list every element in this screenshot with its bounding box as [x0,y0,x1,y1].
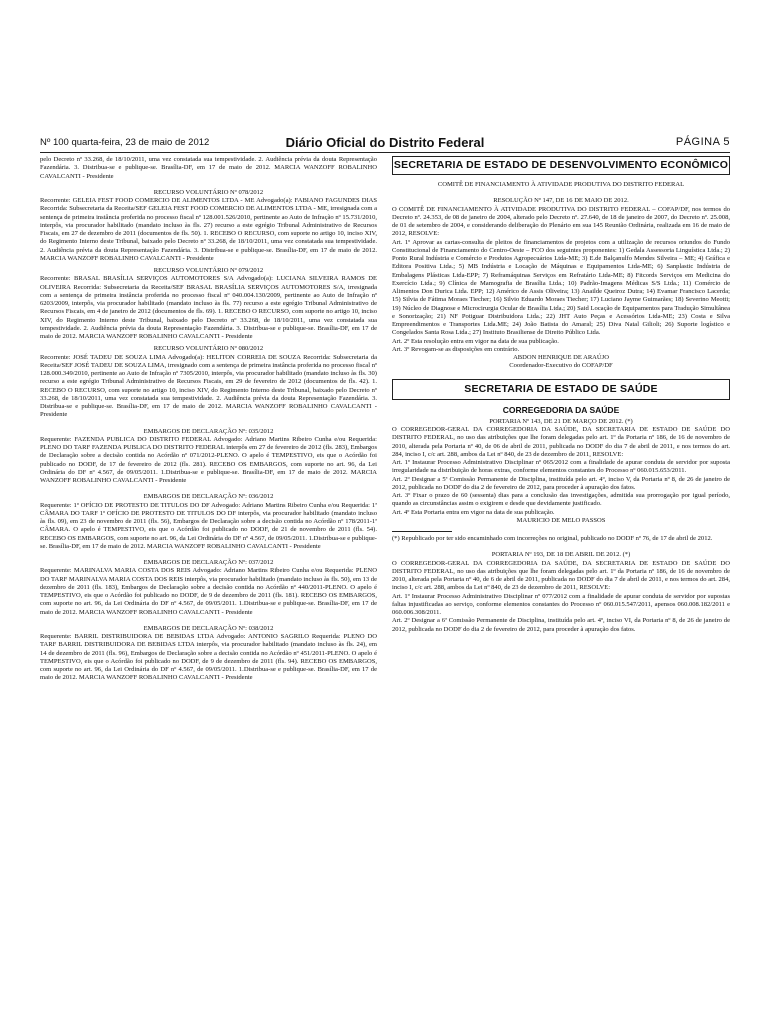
left-column [40,156,377,683]
resolution-preamble: O COMITÊ DE FINANCIAMENTO À ATIVIDADE PRODUTIVA DO DISTRITO FEDERAL – COFAP/DF, nos termos do Decreto nº. 24.353, de 08 de janeiro de 2004, alterado pelo Decreto nº. 27.640, de 18 de janeiro de 2007, do Decreto nº. 25.008, de 01 de setembro de 2004, e considerando deliberação do Plenário em sua 145 Reunião Ordinária, realizada em 16 de maio de 2012, RESOLVE: [392,205,730,238]
resolution-article-1: Art. 1º Aprovar as cartas-consulta de pleitos de financiamentos de projetos com a utilização de recursos oriundos do Fundo Constitucional de Financiamento do Centro-Oeste – FCO dos seguintes proponentes: 1) Gedala Assessoria Linguística Ltda.; 2) Ponto Rural Indústria e Comércio e Produtos Agropecuários Ltda-ME; 3) E.de Balçanulfo Mendes Silveira – ME; 4) Gráfica e Editora Positiva Ltda.; 5) MB Indústria e Locação de Máquinas e Equipamentos Ltda-ME; 6) Sanplastic Indústria de Embalagens Plásticas Ltda-EPP; 7) Reframáquinas Serviços em Refratário Ltda-ME; 8) Fitcords Serviços em Medicina do Exercício Ltda.; 9) Clínica de Mamografia de Brasília Ltda.; 10) Padrão-Imagens Médicas S/S Ltda.; 11) Comércio de Alimentos Don Durica Ltda. EPP; 12) Américo de Assis Oliveira; 13) Anailde Queiroz Dutra; 14) Evamar Francisco Lacerda; 15) Silvia de Fátima Moraes Tiecher; 16) Silvio Eduardo Moraes Tiecher; 17) Luciano Jayme Guimarães; 18) Severino Meotti; 19) Núcleo de Diagnose e Microcirurgia Ocular de Brasília Ltda.; 20) Said Locação de Equipamentos para Tradução Simultânea e Sonorização; 21) NF Potiguar Distribuidora Ltda.; 22) JHT Auto Peças e Acessórios Ltda-ME; 23) Costa e Silva Empreendimentos e Transportes Ltda.ME; 24) João Batista do Amaral; 25) Diva Natal Gilioli; 26) Suporte logístico e Congelados Santa Rosa Ltda.; 27) Instituto Brasiliense de Direito Público Ltda. [392,238,730,337]
portaria-143-signer: MAURICIO DE MELO PASSOS [516,516,606,524]
ed36-body: Requerente: 1º OFÍCIO DE PROTESTO DE TITULOS DO DF Advogado: Adriano Martins Ribeiro Cunha e/ou Requerida: 1ª CÂMARA DO TARF 1º OFÍCIO DE PROTESTO DE TITULOS DO DF interpôs, via procurador habilitado (mandato incluso às fls. 09), em 23 de novembro de 2011 (fls. 56), Embargos de Declaração sobre a decisão contida no Acórdão nº 178/2011-1ª CÂMARA. O apelo é TEMPESTIVO, eis que o Acórdão foi publicado no DODF, de 21 de novembro de 2011 (fls. 54). RECEBO OS EMBARGOS, com suporte no art. 96, da Lei Ordinária do DF nº 4.567, de 09/05/2011. 1.Distribua-se e publique-se. Brasília-DF, em 17 de maio de 2012. MARCIA WANZOFF ROBALINHO CAVALCANTI - Presidente [40,501,377,550]
resolution-article-2: Art. 2º Esta resolução entra em vigor na data de sua publicação. [392,337,559,345]
rv79-title: RECURSO VOLUNTÁRIO Nº 079/2012 [153,267,264,274]
rv78-body: Recorrente: GELEIA FEST FOOD COMERCIO DE ALIMENTOS LTDA - ME Advogado(a): FABIANO FAGUNDES DIAS Recorrida: Subsecretaria da Receita/SEF GELEIA FEST FOOD COMERCIO DE ALIMENTOS LTDA - ME, irresignada com a sentença de primeira instância proferida no processo fiscal nº 128.001.526/2010, pertinente ao Auto de Infração nº 15.731/2010, interpôs, via procurador habilitado (mandato incluso às fls. 27) recurso a este egrégio Tribunal Administrativo de Recursos Fiscais, em 27 de dezembro de 2011 (documentos de fls. 50). 1. RECEBO O RECURSO, com suporte no artigo 10, inciso XIV, do Regimento Interno deste Tribunal, baixado pelo Decreto nº 33.268, de 18/10/2011, uma vez constatada sua tempestividade. 2. Audiência prévia da douta Representação Fazendária. 3. Distribua-se e publique-se. Brasília-DF, em 17 de maio de 2012. MARCIA WANZOFF ROBALINHO CAVALCANTI - Presidente [40,197,377,262]
portaria-193-article-1: Art. 1º Instaurar Processo Administrativo Disciplinar nº 077/2012 com a finalidade de apurar conduta de servidor por supostas faltas injustificadas ao serviço, conforme elementos constantes do Processo nº 060.015.547/2011, apensos 060.008.182/2011 e 060.006.308/2011. [392,592,730,616]
ed37-body: Requerente: MARINALVA MARIA COSTA DOS REIS Advogado: Adriano Martins Ribeiro Cunha e/ou Requerida: PLENO DO TARF MARINALVA MARIA COSTA DOS REIS interpôs, via procurador habilitado (mandato incluso às fls. 50), em 13 de dezembro de 2011 (fls. 183), Embargos de Declaração sobre a decisão contida no Acórdão nº 440/2011-PLENO. O apelo é TEMPESTIVO, eis que o Acórdão foi publicado no DODF, de 9 de dezembro de 2011 (fls. 181). RECEBO OS EMBARGOS, com suporte no art. 96, da Lei Ordinária do DF nº 4.567, de 09/05/2011. 1.Distribua-se e publique-se. Brasília-DF, em 17 de maio de 2012. MARCIA WANZOFF ROBALINHO CAVALCANTI - Presidente [40,567,377,616]
portaria-143-preamble: O CORREGEDOR-GERAL DA CORREGEDORIA DA SAÚDE, DA SECRETARIA DE ESTADO DE SAÚDE DO DISTRITO FEDERAL, no uso das atribuições que lhe foram delegadas pelo art. 1º da Portaria nº 186, de 16 de novembro de 2010, alterada pela Portaria nº 40, de 06 de abril de 2011, publicada no DODF do dia 7 de abril de 2011, e nos termos do art. 284, inciso I, c/c art. 288, ambos da Lei nº 840, de 23 de dezembro de 2011, RESOLVE: [392,426,730,458]
resolution-signer-role: Coordenador-Executivo do COFAP/DF [509,362,613,370]
journal-title: Diário Oficial do Distrito Federal [285,135,485,150]
page-number: PÁGINA 5 [675,136,730,148]
portaria-143-article-4: Art. 4º Esta Portaria entra em vigor na data de sua publicação. [392,508,555,516]
portaria-143-article-3: Art. 3º Fixar o prazo de 60 (sessenta) dias para a conclusão das investigações, admitida sua prorrogação por igual período, quando as circunstâncias assim o exigirem e desde que devidamente justificado. [392,492,730,508]
portaria-193-preamble: O CORREGEDOR-GERAL DA CORREGEDORIA DA SAÚDE, DA SECRETARIA DE ESTADO DE SAÚDE DO DISTRITO FEDERAL, no uso das atribuições que lhe foram delegadas pelo art. 1º da Portaria nº 186, de 16 de novembro de 2010, alterada pela Portaria nº 40, de 6 de abril de 2011, publicada no DODF do dia 7 de abril de 2011, e nos termos do art. 284, inciso I, c/c art. 288, ambos da Lei nº 840, de 23 de dezembro de 2011, RESOLVE: [392,559,730,592]
portaria-143-title: PORTARIA Nº 143, DE 21 DE MARÇO DE 2012. (*) [489,417,633,425]
portaria-143-article-2: Art. 2º Designar a 5ª Comissão Permanente de Disciplina, instituída pelo art. 4º, inciso V, da Portaria nº 8, de 26 de janeiro de 2012, publicada no DODF do dia 2 de fevereiro de 2012, para proceder à apuração dos fatos. [392,475,730,491]
rv80-body: Recorrente: JOSÉ TADEU DE SOUZA LIMA Advogado(a): HELITON CORREIA DE SOUZA Recorrida: Subsecretaria da Receita/SEF JOSÉ TADEU DE SOUZA LIMA, irresignado com a sentença de primeira instância proferida no processo fiscal nº 128.000.349/2010, pertinente ao Auto de Infração nº 7305/2010, interpôs, via procurador habilitado (mandato incluso às fls. 30) recurso a este egrégio Tribunal Administrativo de Recursos Fiscais, em 29 de fevereiro de 2012 (documentos de fls. 42). 1. RECEBO O RECURSO, com suporte no artigo 10, inciso XIV, do Regimento Interno deste Tribunal, baixado pelo Decreto nº 33.268, de 18/10/2011, uma vez constatada sua tempestividade. 2. Audiência prévia da douta Representação Fazendária. 3. Distribua-se e publique-se. Brasília-DF, em 17 de maio de 2012. MARCIA WANZOFF ROBALINHO CAVALCANTI - Presidente [40,353,377,419]
footnote-rule [392,531,452,532]
header-rule [40,152,730,153]
portaria-143-article-1: Art. 1º Instaurar Processo Administrativo Disciplinar nº 065/2012 com a finalidade de apurar conduta de servidor por suposta irregularidade na distribuição de horas extras, conforme elementos constantes do Processo nº 060.015.653/2011. [392,459,730,475]
issue-date: Nº 100 quarta-feira, 23 de maio de 2012 [40,137,210,148]
resolution-title: RESOLUÇÃO Nº 147, DE 16 DE MAIO DE 2012. [493,197,629,205]
rv79-body: Recorrente: BRASAL BRASÍLIA SERVIÇOS AUTOMOTORES S/A Advogado(a): LUCIANA SILVEIRA RAMOS DE OLIVEIRA Recorrida: Subsecretaria da Receita/SEF BRASAL BRASÍLIA SERVIÇOS AUTOMOTORES S/A, irresignada com a sentença de primeira instância proferida no processo fiscal nº 040.004.130/2009, pertinente ao Auto de Infração nº 6203/2009, interpôs, via procurador habilitado (mandato incluso às fls. 77) recurso a este egrégio Tribunal Administrativo de Recursos Fiscais, em 4 de janeiro de 2012 (documentos de fls. 69). 1. RECEBO O RECURSO, com suporte no artigo 10, inciso XIV, do Regimento Interno deste Tribunal, baixado pelo Decreto nº 33.268, de 18/10/2011, uma vez constatada sua tempestividade. 2. Audiência prévia da douta Representação Fazendária. 3. Distribua-se e publique-se. Brasília-DF, em 17 de maio de 2012. MARCIA WANZOFF ROBALINHO CAVALCANTI - Presidente [40,275,377,340]
right-column [392,156,730,634]
ed38-body: Requerente: BARRIL DISTRIBUIDORA DE BEBIDAS LTDA Advogado: ANTONIO SAGRILO Requerida: PLENO DO TARF BARRIL DISTRIBUIDORA DE BEBIDAS LTDA interpôs, via procurador habilitado (mandato incluso às fls. 24), em 14 de dezembro de 2011 (fls. 96), Embargos de Declaração sobre a decisão contida no Acórdão nº 451/2011-PLENO. O apelo é TEMPESTIVO, eis que o Acórdão foi publicado no DODF, de 9 de dezembro de 2011 (fls. 94). RECEBO OS EMBARGOS, com suporte no art. 96, da Lei Ordinária do DF nº 4.567, de 09/05/2011. 1.Distribua-se e publique-se. Brasília-DF, em 17 de maio de 2012. MARCIA WANZOFF ROBALINHO CAVALCANTI - Presidente [40,633,377,682]
committee-heading: COMITÊ DE FINANCIAMENTO À ATIVIDADE PRODUTIVA DO DISTRITO FEDERAL [437,181,685,188]
resolution-article-3: Art. 3º Revogam-se as disposições em contrário. [392,345,520,353]
rv78-title: RECURSO VOLUNTÁRIO Nº 078/2012 [153,188,264,196]
portaria-193-title: PORTARIA Nº 193, DE 18 DE ABRIL DE 2012. (*) [491,551,631,559]
section-banner-health: SECRETARIA DE ESTADO DE SAÚDE [392,379,730,400]
ed38-title: EMBARGOS DE DECLARAÇÃO Nº: 038/2012 [143,624,274,632]
subsection-heading: CORREGEDORIA DA SAÚDE [502,404,620,415]
section-banner-economic-development: SECRETARIA DE ESTADO DE DESENVOLVIMENTO ECONÔMICO [392,156,730,175]
resolution-signer: ABDON HENRIQUE DE ARAÚJO [513,354,609,361]
republication-footnote: (*) Republicado por ter sido encaminhado com incorreções no original, publicado no DODF nº 76, de 17 de abril de 2012. [392,535,713,542]
portaria-193-article-2: Art. 2º Designar a 6ª Comissão Permanente de Disciplina, instituída pelo art. 4º, inciso VI, da Portaria nº 8, de 26 de janeiro de 2012, publicada no DODF do dia 2 de fevereiro de 2012, para proceder à apuração dos fatos. [392,617,730,633]
ed36-title: EMBARGOS DE DECLARAÇÃO Nº: 036/2012 [143,493,274,501]
page-header [40,135,730,151]
rv80-title: RECURSO VOLUNTÁRIO Nº 080/2012 [153,345,264,353]
ed35-body: Requerente: FAZENDA PUBLICA DO DISTRITO FEDERAL Advogado: Adriano Martins Ribeiro Cunha e/ou Requerida: PLENO DO TARF FAZENDA PUBLICA DO DISTRITO FEDERAL interpôs em 27 de fevereiro de 2012 (fls. 283), Embargos de Declaração sobre a decisão contida no Acórdão nº 071/2012-PLENO. O apelo é TEMPESTIVO, eis que o Acórdão foi publicado no DODF, de 17 de fevereiro de 2012 (fls. 281). RECEBO OS EMBARGOS, com suporte no art. 96, da Lei Ordinária do DF nº 4.567, de 09/05/2011. 1.Distribua-se e publique-se. Brasília-DF, em 17 de maio de 2012. MARCIA WANZOFF ROBALINHO CAVALCANTI - Presidente [40,435,377,484]
intro-paragraph: pelo Decreto nº 33.268, de 18/10/2011, uma vez constatada sua tempestividade. 2. Audiência prévia da douta Representação Fazendária. 3. Distribua-se e publique-se. Brasília-DF, em 17 de maio de 2012. MARCIA WANZOFF ROBALINHO CAVALCANTI - Presidente [40,156,377,180]
ed37-title: EMBARGOS DE DECLARAÇÃO Nº: 037/2012 [143,559,274,566]
ed35-title: EMBARGOS DE DECLARAÇÃO Nº: 035/2012 [143,427,274,435]
